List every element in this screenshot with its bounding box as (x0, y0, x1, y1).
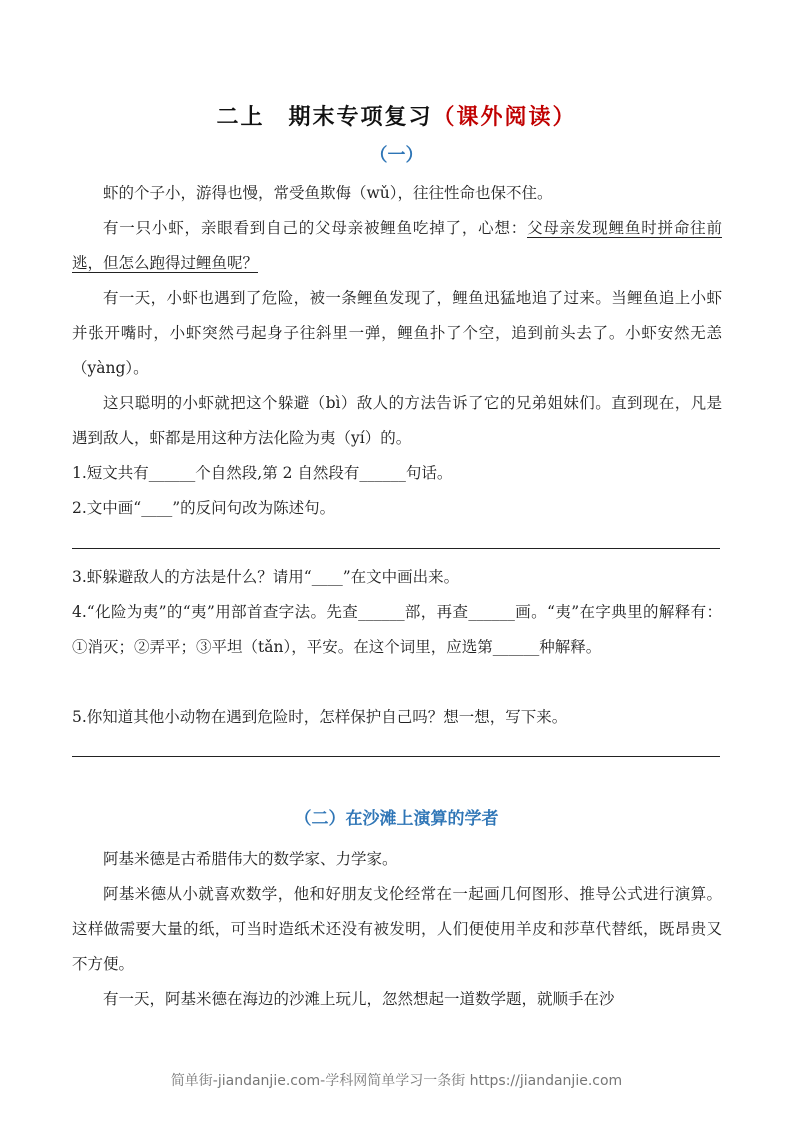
underlined-rhetorical-question: 父母亲发现鲤鱼时拼命往前逃，但怎么跑得过鲤鱼呢？ (72, 219, 722, 272)
answer-line-5 (72, 756, 720, 757)
title-main: 二上 期末专项复习 (216, 104, 433, 130)
question-4: 4.“化险为夷”的“夷”用部首查字法。先查______部，再查______画。“夷”在字典里的解释有：①消灭；②弄平；③平坦（tǎn），平安。在这个词里，应选第______种解释。 (72, 603, 722, 656)
question-3: 3.虾躲避敌人的方法是什么？请用“____”在文中画出来。 (72, 568, 460, 586)
passage2-paragraph-1: 阿基米德是古希腊伟大的数学家、力学家。 (103, 850, 398, 868)
question-5: 5.你知道其他小动物在遇到危险时，怎样保护自己吗？想一想，写下来。 (72, 708, 568, 726)
page-title (0, 100, 793, 131)
question-2: 2.文中画“____”的反问句改为陈述句。 (72, 499, 336, 517)
passage2-paragraph-3: 有一天，阿基米德在海边的沙滩上玩儿，忽然想起一道数学题，就顺手在沙 (103, 990, 615, 1008)
answer-line-2 (72, 548, 720, 549)
footer-watermark: 简单街-jiandanjie.com-学科网简单学习一条街 https://jiandanjie.com (170, 1073, 623, 1089)
passage1-paragraph-2 (72, 211, 722, 281)
section-2-heading: （二）在沙滩上演算的学者 (294, 809, 499, 829)
section-1-heading: （一） (369, 145, 424, 166)
paragraph-2-text: 有一只小虾，亲眼看到自己的父母亲被鲤鱼吃掉了，心想： (103, 219, 528, 237)
passage1-paragraph-3: 有一天，小虾也遇到了危险，被一条鲤鱼发现了，鲤鱼迅猛地追了过来。当鲤鱼追上小虾并张开嘴时，小虾突然弓起身子往斜里一弹，鲤鱼扑了个空，追到前头去了。小虾安然无恙（yàng）。 (72, 289, 722, 377)
passage2-paragraph-2: 阿基米德从小就喜欢数学，他和好朋友戈伦经常在一起画几何图形、推导公式进行演算。这样做需要大量的纸，可当时造纸术还没有被发明，人们便使用羊皮和莎草代替纸，既昂贵又不方便。 (72, 885, 722, 973)
passage1-paragraph-1: 虾的个子小，游得也慢，常受鱼欺侮（wǔ），往往性命也保不住。 (103, 184, 553, 202)
passage1-paragraph-4: 这只聪明的小虾就把这个躲避（bì）敌人的方法告诉了它的兄弟姐妹们。直到现在，凡是遇到敌人，虾都是用这种方法化险为夷（yí）的。 (72, 394, 722, 447)
title-highlight: （课外阅读） (432, 104, 577, 130)
question-1: 1.短文共有______个自然段,第 2 自然段有______句话。 (72, 464, 453, 482)
